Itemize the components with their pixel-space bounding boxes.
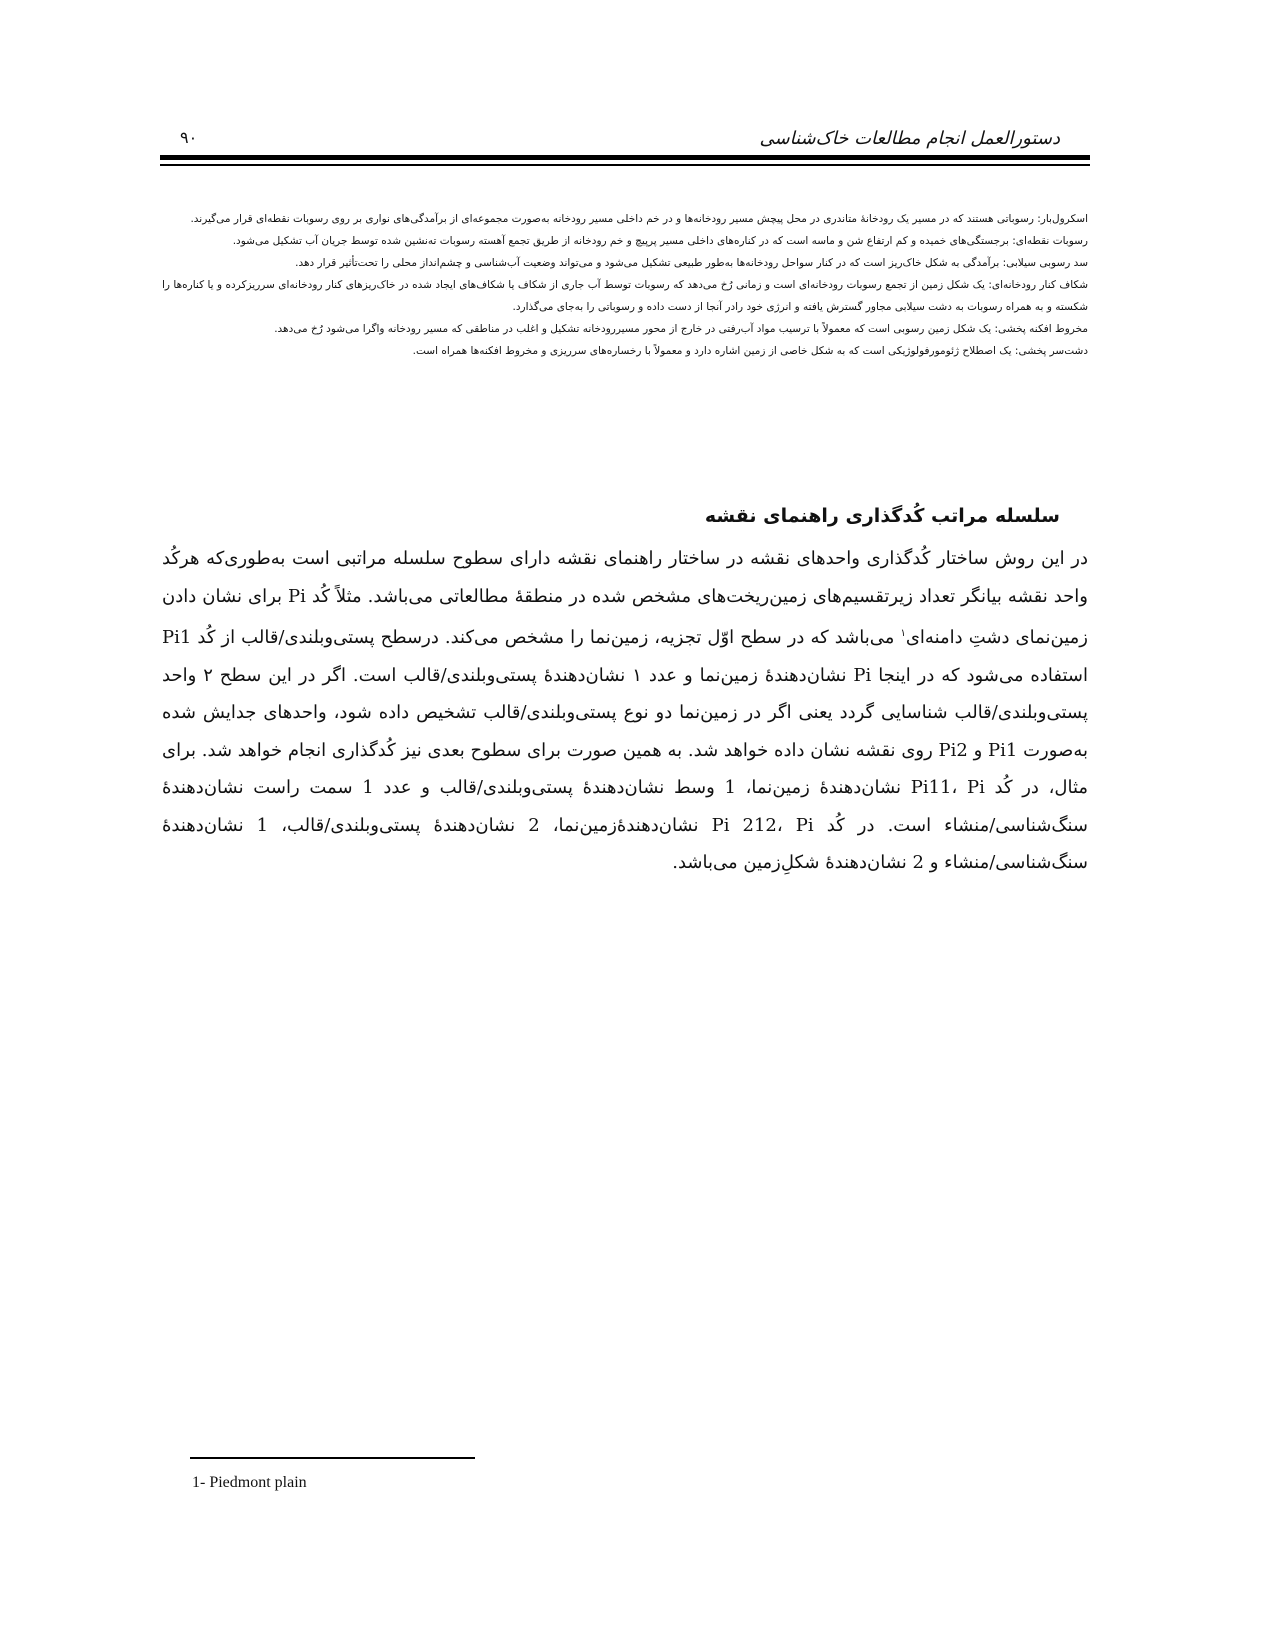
section-heading: سلسله مراتب کُدگذاری راهنمای نقشه [704,505,1060,527]
paragraph-part-2: می‌باشد که در سطح اوّل تجزیه، زمین‌نما را مشخص می‌کند. درسطح پستی‌وبلندی/قالب از کُد Pi1 استفاده می‌شود که در اینجا Pi نشان‌دهندهٔ زمین‌نما و عدد ۱ نشان‌دهندهٔ پستی‌وبلندی/قالب است. اگر در این سطح ۲ واحد پستی‌وبلندی/قالب شناسایی گردد یعنی اگر در زمین‌نما دو نوع پستی‌وبلندی/قالب تشخیص داده شود، واحدهای جدایش شده به‌صورت Pi1 و Pi2 روی نقشه نشان داده خواهد شد. به همین صورت برای سطوح بعدی نیز کُدگذاری انجام خواهد شد. برای مثال، در کُد Pi11، Pi نشان‌دهندهٔ زمین‌نما، 1 وسط نشان‌دهندهٔ پستی‌وبلندی/قالب و عدد 1 سمت راست نشان‌دهندهٔ سنگ‌شناسی/منشاء است. در کُد Pi 212، Pi نشان‌دهندهٔ‌زمین‌نما، 2 نشان‌دهندهٔ پستی‌وبلندی/قالب، 1 نشان‌دهندهٔ سنگ‌شناسی/منشاء و 2 نشان‌دهندهٔ شکلِ‌زمین می‌باشد. [162,627,1089,873]
header-rule-thin [160,164,1090,166]
definition-scroll-bar: اسکرول‌بار: رسوباتی هستند که در مسیر یک رودخانهٔ متاندری در محل پیچش مسیر رودخانه‌ها و در خم داخلی مسیر رودخانه به‌صورت مجموعه‌ای از برآمدگی‌های نواری بر روی رسوبات نقطه‌ای قرار می‌گیرند. [190,213,1088,225]
section-paragraph [162,540,1088,882]
definition-splay-fan: مخروط افکنه پخشی: یک شکل زمین رسوبی است که معمولاً با ترسیب مواد آب‌رفتی در خارج از محور مسیررودخانه تشکیل و اغلب در مناطقی که مسیر رودخانه واگرا می‌شود رُخ می‌دهد. [274,323,1088,335]
header-rule-thick [160,155,1090,160]
footnote-text: 1- Piedmont plain [192,1474,307,1491]
footnote-rule [190,1457,475,1459]
paragraph-part-1: در این روش ساختار کُدگذاری واحدهای نقشه در ساختار راهنمای نقشه دارای سطوح سلسله مراتبی است به‌طوری‌که هرکُد واحد نقشه بیانگر تعداد زیرتقسیم‌های زمین‌ریخت‌های مشخص شده در منطقهٔ مطالعاتی می‌باشد. مثلاً کُد Pi برای نشان دادن زمین‌نمای دشتِ دامنه‌ای [162,548,1088,648]
definition-levee: سد رسوبی سیلابی: برآمدگی به شکل خاک‌ریز است که در کنار سواحل رودخانه‌ها به‌طور طبیعی تشکیل می‌شود و می‌تواند وضعیت آب‌شناسی و چشم‌انداز محلی را تحت‌تأثیر قرار دهد. [295,257,1088,269]
page-header [160,120,1090,160]
definition-crevasse: شکاف کنار رودخانه‌ای: یک شکل زمین از تجمع رسوبات رودخانه‌ای است و زمانی رُخ می‌دهد که رسوبات توسط آب جاری از شکاف یا شکاف‌های ایجاد شده در خاک‌ریزهای کنار رودخانه‌ای سرریزکرده و یا کناره‌ها را شکسته و به همراه رسوبات به دشت سیلابی مجاور گسترش یافته و انرژی خود رادر آنجا از دست داده و رسوباتی را به‌جای می‌گذارد. [162,279,1088,313]
definition-point-bar: رسوبات نقطه‌ای: برجستگی‌های خمیده و کم ارتفاع شن و ماسه است که در کناره‌های داخلی مسیر پرپیچ و خم رودخانه از طریق تجمع آهسته رسوبات ته‌نشین شده توسط جریان آب تشکیل می‌شود. [232,235,1088,247]
page-number: ۹۰ [180,128,198,147]
definition-splay-plain: دشت‌سر پخشی: یک اصطلاح ژئومورفولوژیکی است که به شکل خاصی از زمین اشاره دارد و معمولاً با رخساره‌های سرریزی و مخروط افکنه‌ها همراه است. [412,345,1088,357]
definitions-block [162,208,1088,362]
footnote-marker[interactable]: ۱ [900,628,906,639]
running-title: دستورالعمل انجام مطالعات خاک‌شناسی [759,128,1060,149]
